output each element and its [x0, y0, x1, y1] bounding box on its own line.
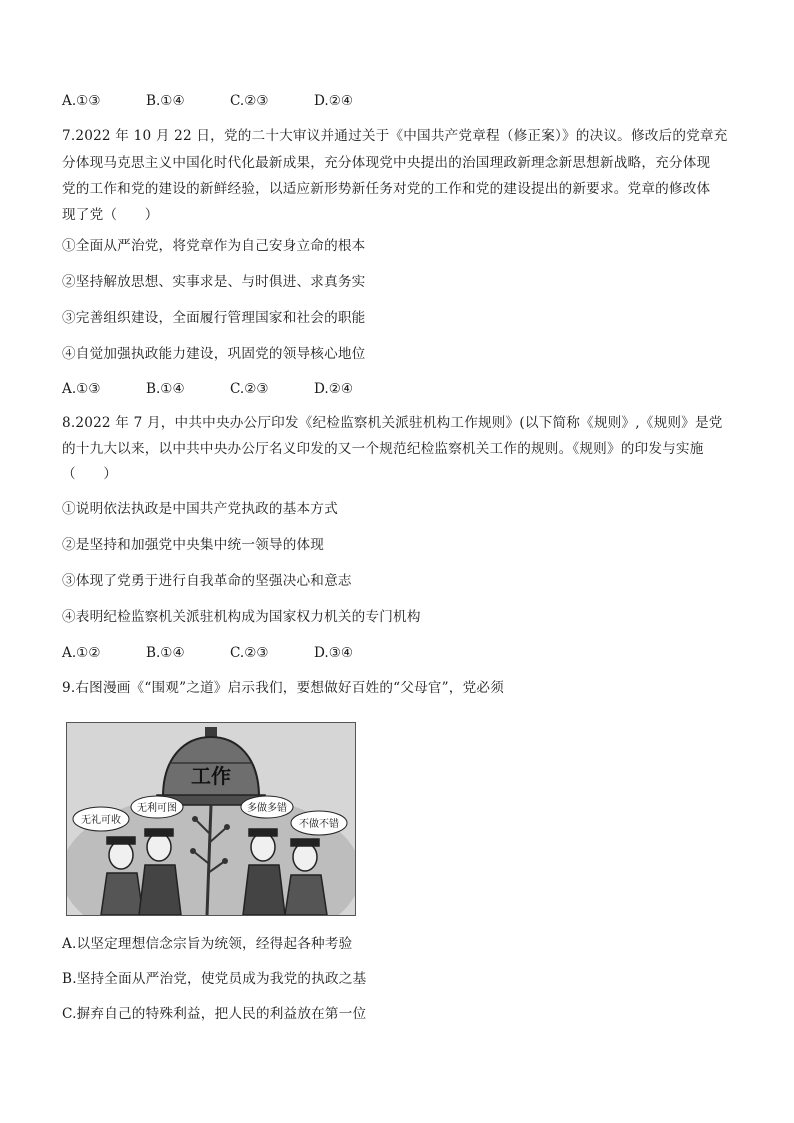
q8-statement-4: ④表明纪检监察机关派驻机构成为国家权力机关的专门机构: [62, 609, 421, 625]
q8-statement-3: ③体现了党勇于进行自我革命的坚强决心和意志: [62, 573, 352, 589]
q8-stem-line-3: （ ）: [62, 466, 118, 482]
q7-statement-2: ②坚持解放思想、实事求是、与时俱进、求真务实: [62, 274, 366, 290]
q7-option-a: A.①③: [62, 381, 101, 397]
q7-stem-line-2: 分体现马克思主义中国化时代化最新成果，充分体现党中央提出的治国理政新理念新思想新战略，充分体现: [62, 155, 711, 171]
q9-option-b: B.坚持全面从严治党，使党员成为我党的执政之基: [62, 971, 367, 987]
q9-stem: 9.右图漫画《“围观”之道》启示我们，要想做好百姓的“父母官”，党必须: [62, 680, 504, 696]
q6-option-b: B.①④: [146, 93, 185, 109]
q6-option-d: D.②④: [314, 93, 354, 109]
q7-stem-line-1: 7.2022 年 10 月 22 日，党的二十大审议并通过关于《中国共产党章程（修正案）》的决议。修改后的党章充: [62, 128, 728, 144]
q7-option-b: B.①④: [146, 381, 185, 397]
bubble-2: 无利可图: [137, 803, 177, 814]
q6-option-a: A.①③: [62, 93, 101, 109]
q8-stem-line-1: 8.2022 年 7 月，中共中央办公厅印发《纪检监察机关派驻机构工作规则》(以下简称《规则》,《规则》是党: [62, 415, 723, 431]
q8-option-c: C.②③: [230, 645, 269, 661]
q8-option-a: A.①②: [62, 645, 101, 661]
bell-label: 工作: [191, 764, 231, 788]
q8-option-b: B.①④: [146, 645, 185, 661]
q7-stem-line-3: 党的工作和党的建设的新鲜经验，以适应新形势新任务对党的工作和党的建设提出的新要求。党章的修改体: [62, 181, 711, 197]
cartoon-image: [66, 722, 356, 916]
bubble-4: 不做不错: [299, 819, 339, 830]
q7-option-d: D.②④: [314, 381, 354, 397]
q8-option-d: D.③④: [314, 645, 354, 661]
q8-statement-1: ①说明依法执政是中国共产党执政的基本方式: [62, 501, 338, 517]
q8-statement-2: ②是坚持和加强党中央集中统一领导的体现: [62, 537, 325, 553]
q8-stem-line-2: 的十九大以来，以中共中央办公厅名义印发的又一个规范纪检监察机关工作的规则。《规则》的印发与实施: [62, 441, 704, 457]
bubble-1: 无礼可收: [81, 815, 121, 826]
q7-statement-1: ①全面从严治党，将党章作为自己安身立命的根本: [62, 238, 366, 254]
q7-statement-3: ③完善组织建设，全面履行管理国家和社会的职能: [62, 310, 366, 326]
cartoon-drawing: [67, 723, 355, 915]
q7-stem-line-4: 现了党（ ）: [62, 207, 159, 223]
q7-option-c: C.②③: [230, 381, 269, 397]
q6-option-c: C.②③: [230, 93, 269, 109]
q7-statement-4: ④自觉加强执政能力建设，巩固党的领导核心地位: [62, 346, 366, 362]
bubble-3: 多做多错: [247, 803, 287, 814]
q9-option-c: C.摒弃自己的特殊利益，把人民的利益放在第一位: [62, 1006, 367, 1022]
q9-option-a: A.以坚定理想信念宗旨为统领，经得起各种考验: [62, 936, 353, 952]
